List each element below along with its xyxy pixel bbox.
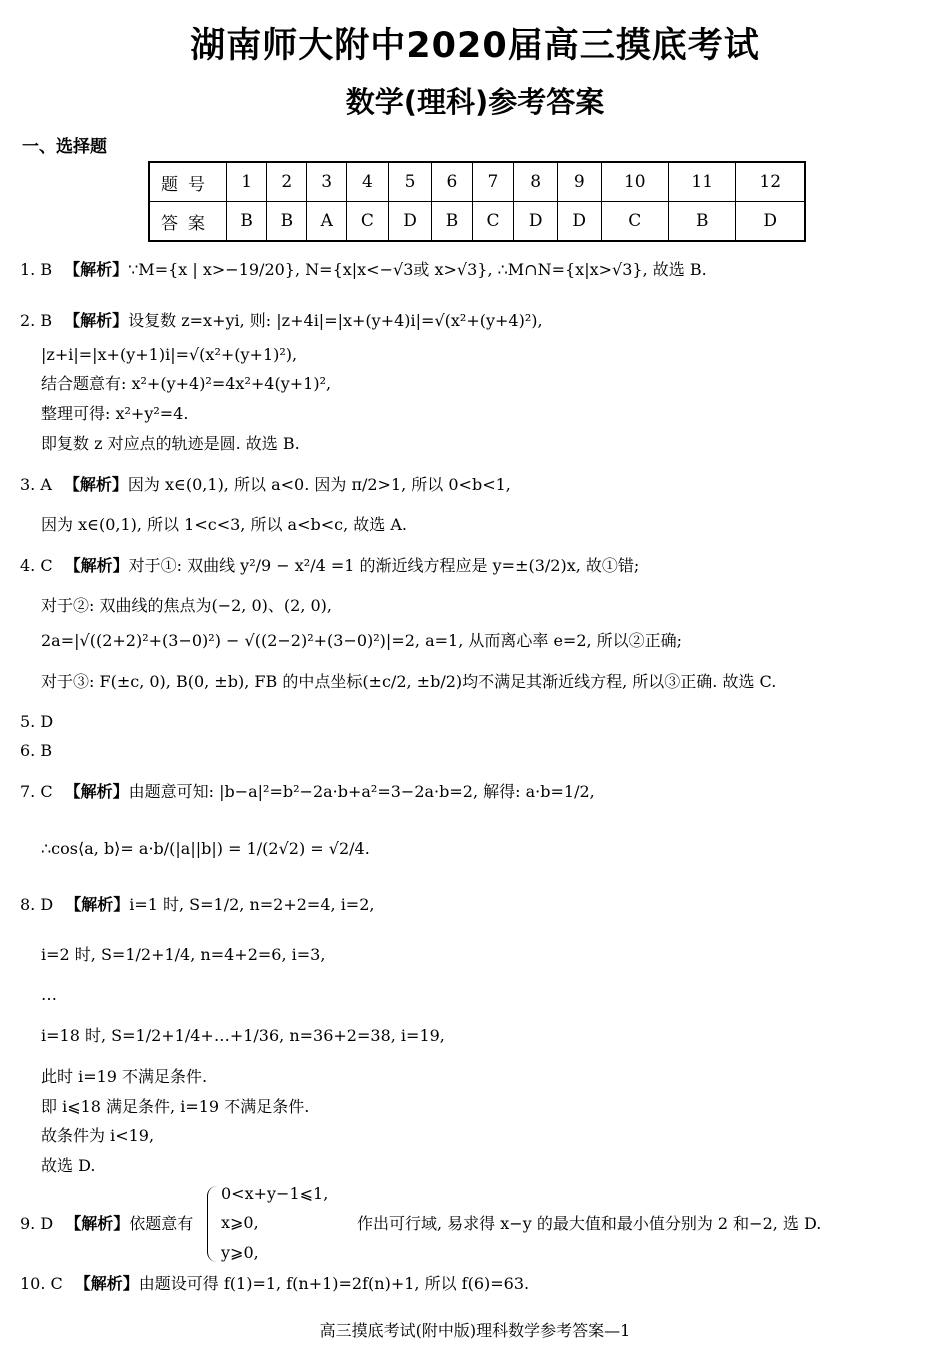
constraint-3: y⩾0, (221, 1243, 259, 1262)
table-cell: B (669, 202, 736, 242)
table-row-numbers (149, 162, 805, 202)
solution-1 (20, 259, 707, 281)
solution-text: i=2 时, S=1/2+1/4, n=4+2=6, i=3, (41, 945, 326, 964)
solution-text: 即 i⩽18 满足条件, i=19 不满足条件. (41, 1097, 310, 1116)
table-cell: 10 (601, 162, 668, 202)
analysis-tag: 【解析】 (64, 311, 129, 330)
table-cell: B (267, 202, 307, 242)
table-cell: D (736, 202, 805, 242)
solution-text: i=1 时, S=1/2, n=2+2=4, i=2, (129, 895, 375, 914)
analysis-tag: 【解析】 (64, 782, 129, 801)
solution-text: 整理可得: x²+y²=4. (41, 404, 189, 423)
table-cell: A (307, 202, 347, 242)
solution-text: ∴cos⟨a, b⟩= a·b/(|a||b|) = 1/(2√2) = √2/4. (41, 839, 370, 858)
table-cell: 7 (472, 162, 514, 202)
table-cell: C (472, 202, 514, 242)
solution-6: 6. B (20, 741, 53, 760)
analysis-tag: 【解析】 (64, 260, 129, 279)
solution-8 (20, 894, 374, 916)
page-footer: 高三摸底考试(附中版)理科数学参考答案—1 (319, 1321, 631, 1340)
question-number: 3. A (20, 475, 52, 494)
solution-7 (20, 781, 595, 803)
analysis-tag: 【解析】 (64, 556, 129, 575)
table-cell: 4 (347, 162, 389, 202)
question-number: 4. C (20, 556, 53, 575)
solution-text: 因为 x∈(0,1), 所以 a<0. 因为 π/2>1, 所以 0<b<1, (127, 475, 511, 494)
solution-text: 对于①: 双曲线 y²/9 − x²/4 =1 的渐近线方程应是 y=±(3/2)x, 故①错; (128, 556, 640, 575)
table-cell: 1 (227, 162, 267, 202)
solution-3 (20, 474, 511, 496)
constraint-1: 0<x+y−1⩽1, (221, 1184, 329, 1203)
table-cell: D (388, 202, 432, 242)
page-title: 湖南师大附中2020届高三摸底考试 (190, 26, 760, 66)
table-cell: 11 (669, 162, 736, 202)
solution-text: 即复数 z 对应点的轨迹是圆. 故选 B. (41, 434, 300, 453)
solution-text: 依题意有 (129, 1214, 194, 1233)
solution-text: 此时 i=19 不满足条件. (41, 1067, 208, 1086)
question-number: 8. D (20, 895, 54, 914)
section-heading: 一、选择题 (22, 137, 107, 157)
table-cell: B (432, 202, 472, 242)
solution-text: 故条件为 i<19, (41, 1126, 155, 1145)
solution-text: |z+i|=|x+(y+1)i|=√(x²+(y+1)²), (41, 345, 298, 364)
solution-text: 作出可行域, 易求得 x−y 的最大值和最小值分别为 2 和−2, 选 D. (357, 1214, 822, 1233)
constraint-2: x⩾0, (221, 1213, 259, 1232)
table-cell: 8 (514, 162, 558, 202)
table-cell: 2 (267, 162, 307, 202)
solution-text: ∵M={x | x>−19/20}, N={x|x<−√3或 x>√3}, ∴M∩N={x|x>√3}, 故选 B. (128, 260, 707, 279)
solution-text: 结合题意有: x²+(y+4)²=4x²+4(y+1)², (41, 374, 332, 393)
analysis-tag: 【解析】 (74, 1274, 139, 1293)
solution-text: 故选 D. (41, 1156, 96, 1175)
table-row-answers (149, 202, 805, 242)
solution-2 (20, 310, 543, 332)
analysis-tag: 【解析】 (63, 475, 128, 494)
table-cell: 3 (307, 162, 347, 202)
table-cell: C (347, 202, 389, 242)
table-cell: D (557, 202, 601, 242)
analysis-tag: 【解析】 (65, 895, 130, 914)
solution-5: 5. D (20, 712, 54, 731)
solution-10 (20, 1273, 529, 1295)
question-number: 1. B (20, 260, 53, 279)
question-number: 9. D (20, 1214, 54, 1233)
analysis-tag: 【解析】 (65, 1214, 130, 1233)
answer-table (148, 161, 806, 242)
question-number: 7. C (20, 782, 53, 801)
table-header-number: 题号 (149, 162, 227, 202)
solution-text: 由题设可得 f(1)=1, f(n+1)=2f(n)+1, 所以 f(6)=63. (138, 1274, 530, 1293)
table-header-answer: 答案 (149, 202, 227, 242)
table-cell: B (227, 202, 267, 242)
table-cell: D (514, 202, 558, 242)
table-cell: 6 (432, 162, 472, 202)
solution-text: 对于②: 双曲线的焦点为(−2, 0)、(2, 0), (41, 596, 333, 615)
table-cell: 5 (388, 162, 432, 202)
question-number: 2. B (20, 311, 53, 330)
solution-text: … (41, 985, 57, 1004)
system-brace (207, 1186, 218, 1262)
solution-text: 对于③: F(±c, 0), B(0, ±b), FB 的中点坐标(±c/2, ±b/2)均不满足其渐近线方程, 所以③正确. 故选 C. (41, 672, 777, 691)
table-cell: C (601, 202, 668, 242)
solution-text: 2a=|√((2+2)²+(3−0)²) − √((2−2)²+(3−0)²)|=2, a=1, 从而离心率 e=2, 所以②正确; (41, 631, 683, 650)
solution-text: i=18 时, S=1/2+1/4+…+1/36, n=36+2=38, i=19, (41, 1026, 445, 1045)
question-number: 10. C (20, 1274, 63, 1293)
solution-text: 设复数 z=x+yi, 则: |z+4i|=|x+(y+4)i|=√(x²+(y+4)²), (128, 311, 543, 330)
table-cell: 9 (557, 162, 601, 202)
solution-text: 因为 x∈(0,1), 所以 1<c<3, 所以 a<b<c, 故选 A. (41, 515, 407, 534)
solution-9 (20, 1213, 193, 1235)
table-cell: 12 (736, 162, 805, 202)
page-subtitle: 数学(理科)参考答案 (345, 85, 605, 119)
solution-text: 由题意可知: |b−a|²=b²−2a·b+a²=3−2a·b=2, 解得: a·b=1/2, (128, 782, 595, 801)
solution-4 (20, 555, 639, 577)
